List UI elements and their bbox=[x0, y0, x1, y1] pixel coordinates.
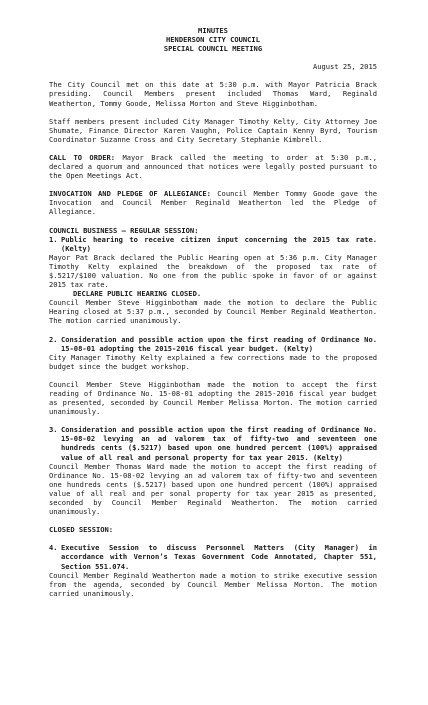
item-4-motion-text: Council Member Reginald Weatherton made a motion to strike executive session from the agenda, seconded by Council Member Melissa Morton. The motion carried unanimously. bbox=[49, 570, 377, 598]
agenda-item-4 bbox=[49, 543, 377, 570]
item-2-motion-text: Council Member Steve Higginbotham made the motion to accept the first reading of Ordinance No. 15-08-01 adopting the 2015-2016 fiscal year budget as presented, seconded by Council Member Melissa Morton. The motion carried unanimously. bbox=[49, 379, 377, 417]
staff-paragraph: Staff members present included City Manager Timothy Kelty, City Attorney Joe Shumate, Finance Director Karen Vaughn, Police Captain Kenny Byrd, Tourism Coordinator Suzanne Cross and City Secretary Stephanie Kimbrell. bbox=[49, 116, 377, 144]
item-4-title: Executive Session to discuss Personnel Matters (City Manager) in accordance with Vernon’s Texas Government Code Annotated, Chapter 551, Section 551.074. bbox=[61, 543, 377, 571]
item-4-number: 4. bbox=[49, 543, 58, 553]
call-to-order-label: CALL TO ORDER: bbox=[49, 152, 116, 162]
call-to-order-text: Mayor Brack called the meeting to order at 5:30 p.m., declared a quorum and announced that notices were legally posted pursuant to the Open Meetings Act. bbox=[49, 152, 378, 181]
title-meeting: SPECIAL COUNCIL MEETING bbox=[163, 44, 263, 54]
item-1-motion-text: Council Member Steve Higginbotham made the motion to declare the Public Hearing closed at 5:37 p.m., seconded by Council Member Reginald Weatherton. The motion carried unanimously. bbox=[49, 298, 377, 326]
item-3-title: Consideration and possible action upon the first reading of Ordinance No. 15-08-02 levying an ad valorem tax of fifty-two and seventeen one hundreds cents ($.5217) based upon one hundred percent (100%) appraised value of all real and personal property for tax year 2015. (Kelty) bbox=[61, 425, 377, 462]
closed-session-heading: CLOSED SESSION: bbox=[49, 525, 114, 535]
item-2-explanation-text: City Manager Timothy Kelty explained a few corrections made to the proposed budget since the budget workshop. bbox=[49, 352, 377, 371]
item-1-declare-closed: DECLARE PUBLIC HEARING CLOSED. bbox=[73, 289, 202, 299]
invocation-paragraph bbox=[49, 189, 377, 216]
invocation-text: Council Member Tommy Goode gave the Invocation and Council Member Reginald Weatherton led the Pledge of Allegiance. bbox=[49, 189, 378, 217]
agenda-item-3 bbox=[49, 425, 377, 461]
intro-paragraph: The City Council met on this date at 5:30 p.m. with Mayor Patricia Brack presiding. Council Members present included Thomas Ward, Reginald Weatherton, Tommy Goode, Melissa Morton and Steve Higginbotham. bbox=[49, 80, 377, 108]
item-3-number: 3. bbox=[49, 425, 58, 435]
item-2-number: 2. bbox=[49, 334, 58, 344]
item-1-title: Public hearing to receive citizen input concerning the 2015 tax rate. (Kelty) bbox=[61, 234, 377, 253]
item-3-motion-text: Council Member Thomas Ward made the motion to accept the first reading of Ordinance No. 15-08-02 levying an ad valorem tax of fifty-two and seventeen one hundreds cents ($.5217) based upon one hundred percent (100%) appraised value of all real and per sonal property for tax year 2015 as presented, seconded by Council Member Reginald Weatherton. The motion carried unanimously. bbox=[49, 461, 377, 517]
invocation-label: INVOCATION AND PLEDGE OF ALLEGIANCE: bbox=[49, 189, 211, 199]
item-1-number: 1. bbox=[49, 234, 58, 244]
item-1-hearing-text: Mayor Pat Brack declared the Public Hearing open at 5:36 p.m. City Manager Timothy Kelty explained the breakdown of the proposed tax rate of $.5217/$100 valuation. No one from the public spoke in favor of or against 2015 tax rate. bbox=[49, 252, 377, 290]
item-2-title: Consideration and possible action upon the first reading of Ordinance No. 15-08-01 adopting the 2015-2016 fiscal year budget. (Kelty) bbox=[61, 334, 377, 353]
minutes-page bbox=[49, 26, 377, 598]
title-minutes: MINUTES bbox=[198, 26, 228, 35]
agenda-item-1 bbox=[49, 235, 377, 253]
agenda-item-2 bbox=[49, 335, 377, 353]
regular-session-heading: COUNCIL BUSINESS – REGULAR SESSION: bbox=[49, 225, 199, 235]
meeting-date: August 25, 2015 bbox=[312, 62, 377, 72]
title-council: HENDERSON CITY COUNCIL bbox=[166, 35, 260, 45]
call-to-order-paragraph bbox=[49, 153, 377, 180]
